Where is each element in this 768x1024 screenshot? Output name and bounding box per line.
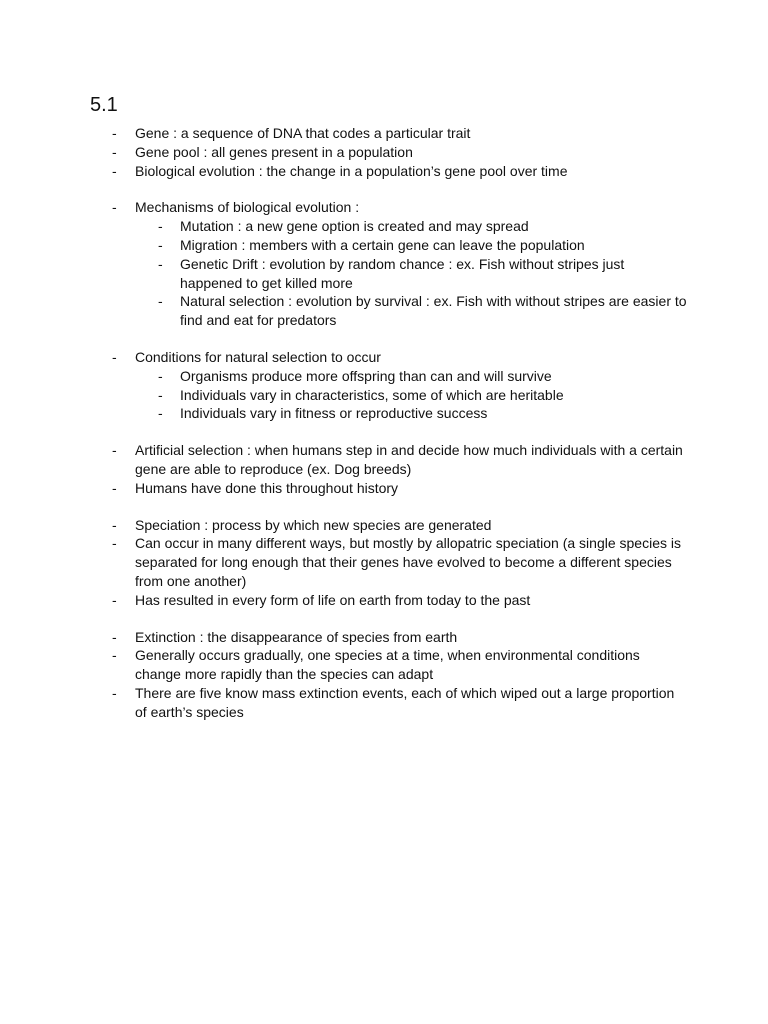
sub-bullet-text: Organisms produce more offspring than can and will survive (180, 367, 552, 384)
bullet-item (90, 441, 688, 479)
notes-block (90, 516, 688, 610)
bullet-dash: - (158, 367, 163, 384)
bullet-item (90, 479, 688, 498)
bullet-dash: - (112, 143, 117, 160)
bullet-item (90, 348, 688, 367)
bullet-text: Conditions for natural selection to occur (135, 348, 381, 365)
bullet-item (90, 628, 688, 647)
bullet-text: Gene pool : all genes present in a population (135, 143, 413, 160)
bullet-dash: - (112, 535, 117, 552)
notes-block (90, 628, 688, 722)
bullet-item (90, 162, 688, 181)
bullet-item (90, 124, 688, 143)
sub-bullet-text: Natural selection : evolution by survival : ex. Fish with without stripes are easier to find and eat for predators (180, 293, 687, 329)
sub-bullet-item (90, 292, 688, 330)
bullet-text: Speciation : process by which new species are generated (135, 516, 492, 533)
bullet-dash: - (112, 348, 117, 365)
sub-bullet-text: Individuals vary in characteristics, some of which are heritable (180, 386, 564, 403)
bullet-dash: - (112, 591, 117, 608)
bullet-text: Generally occurs gradually, one species at a time, when environmental conditions change more rapidly than the species can adapt (135, 647, 640, 683)
sub-bullet-item (90, 404, 688, 423)
bullet-dash: - (158, 405, 163, 422)
bullet-dash: - (112, 684, 117, 701)
notes-block (90, 198, 688, 330)
sub-bullet-text: Migration : members with a certain gene can leave the population (180, 236, 585, 253)
bullet-text: Gene : a sequence of DNA that codes a particular trait (135, 125, 471, 141)
bullet-item (90, 646, 688, 684)
bullet-item (90, 534, 688, 590)
bullet-dash: - (112, 162, 117, 179)
notes-block (90, 124, 688, 180)
bullet-text: Mechanisms of biological evolution : (135, 199, 360, 216)
sub-bullet-item (90, 367, 688, 386)
bullet-item (90, 516, 688, 535)
bullet-text: Can occur in many different ways, but mostly by allopatric speciation (a single species is separated for long enough that their genes have evolved to become a different species from one another) (135, 535, 681, 589)
sub-bullet-item (90, 386, 688, 405)
bullet-text: There are five know mass extinction events, each of which wiped out a large proportion of earth’s species (135, 684, 675, 720)
bullet-item (90, 143, 688, 162)
bullet-text: Extinction : the disappearance of species from earth (135, 628, 458, 645)
sub-bullet-item (90, 217, 688, 236)
bullet-dash: - (112, 479, 117, 496)
section-heading: 5.1 (90, 94, 118, 116)
bullet-text: Has resulted in every form of life on earth from today to the past (135, 591, 531, 608)
bullet-dash: - (112, 125, 117, 141)
bullet-text: Biological evolution : the change in a population’s gene pool over time (135, 162, 568, 179)
bullet-dash: - (112, 628, 117, 645)
bullet-dash: - (112, 442, 117, 459)
bullet-dash: - (158, 255, 163, 272)
notes-block (90, 441, 688, 497)
notes-content (90, 124, 688, 722)
sub-bullet-item (90, 236, 688, 255)
bullet-dash: - (158, 218, 163, 235)
bullet-dash: - (158, 293, 163, 310)
sub-bullet-text: Genetic Drift : evolution by random chance : ex. Fish without stripes just happened to get killed more (180, 255, 625, 291)
bullet-dash: - (112, 516, 117, 533)
sub-bullet-item (90, 255, 688, 293)
bullet-dash: - (112, 647, 117, 664)
bullet-text: Artificial selection : when humans step in and decide how much individuals with a certain gene are able to reproduce (ex. Dog breeds) (135, 442, 683, 477)
sub-bullet-text: Individuals vary in fitness or reproductive success (180, 405, 488, 422)
sub-bullet-text: Mutation : a new gene option is created and may spread (180, 218, 529, 235)
bullet-item (90, 591, 688, 610)
bullet-text: Humans have done this throughout history (135, 479, 399, 496)
bullet-item (90, 684, 688, 722)
bullet-dash: - (112, 199, 117, 216)
bullet-dash: - (158, 386, 163, 403)
notes-block (90, 348, 688, 423)
bullet-item (90, 198, 688, 217)
bullet-dash: - (158, 236, 163, 253)
